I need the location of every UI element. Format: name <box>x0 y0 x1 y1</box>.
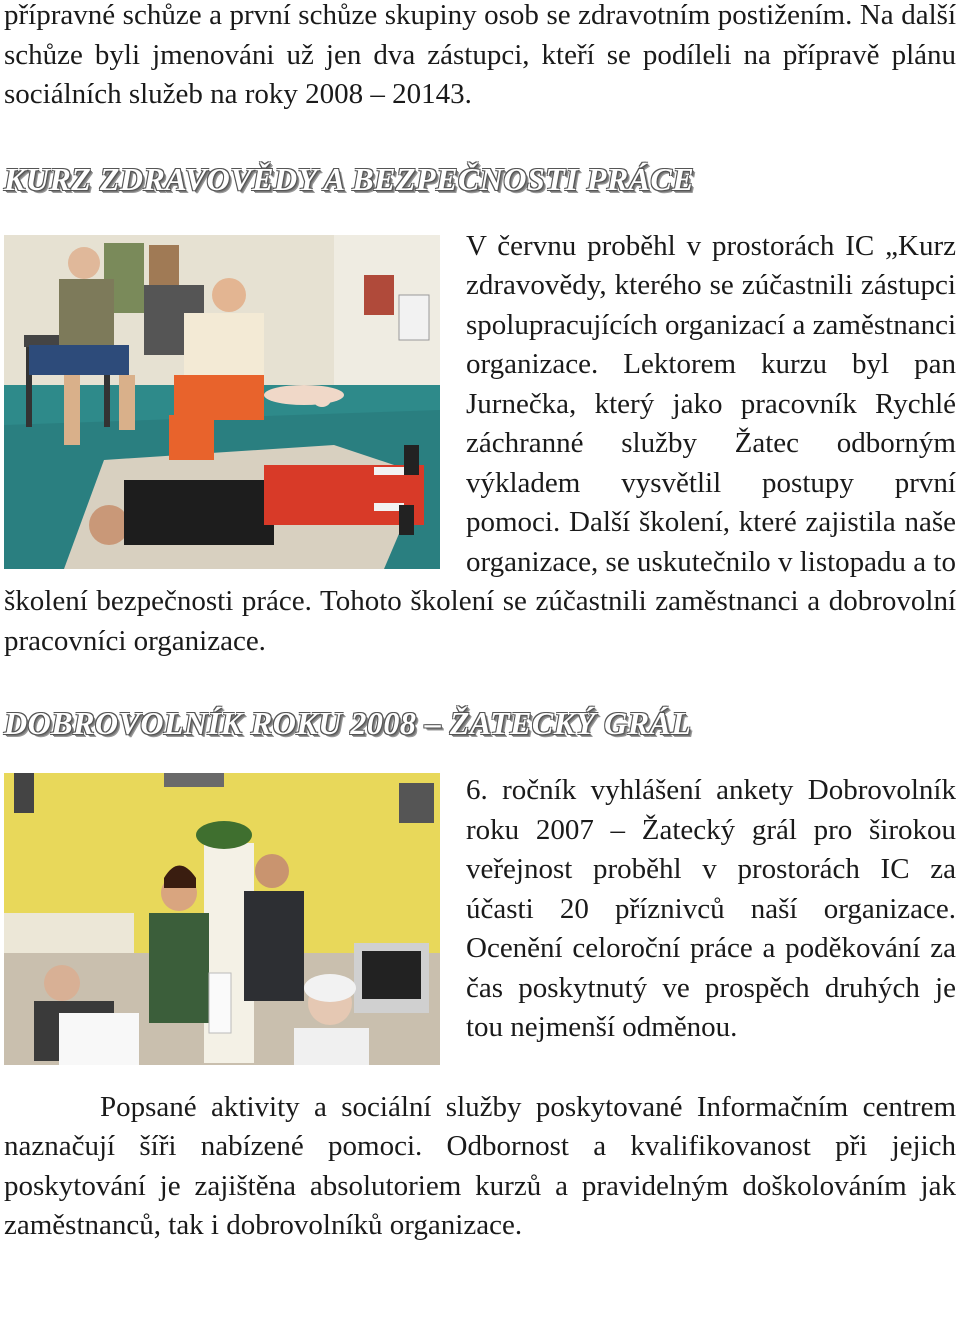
volunteer-award-photo <box>4 773 440 1065</box>
closing-paragraph: Popsané aktivity a sociální služby poskytované Informačním centrem naznačují šíři nabízené pomoci. Odbornost a kvalifikovanost při jejich poskytování je zajištěna absolutoriem kurzů a pravidelným doškolováním jak zaměstnanců, tak i dobrovolníků organizace. <box>4 1090 956 1241</box>
intro-paragraph: přípravné schůze a první schůze skupiny osob se zdravotním postižením. Na další schůze byli jmenováni už jen dva zástupci, kteří se podíleli na přípravě plánu sociálních služeb na roky 2008 – 20143. <box>4 0 956 110</box>
section1-body: V červnu proběhl v prostorách IC „Kurz zdravovědy, kterého se zúčastnili zástupci spolupracujících organizací a zaměstnanci organizace. Lektorem kurzu byl pan Jurnečka, který jako pracovník Rychlé záchranné služby Žatec odborným výkladem vysvětlil postupy první pomoci. Další školení, které zajistila naše organizace, se uskutečnilo v listopadu a to školení bezpečnosti práce. Tohoto školení se zúčastnili zaměstnanci a dobrovolní pracovníci organizace. <box>4 229 956 657</box>
section2-body: 6. ročník vyhlášení ankety Dobrovolník roku 2007 – Žatecký grál pro širokou veřejnost proběhl v prostorách IC za účasti 20 příznivců naší organizace. Ocenění celoroční práce a poděkování za čas poskytnutý ve prospěch druhých je tou nejmenší odměnou. <box>466 774 956 1043</box>
section1-heading: KURZ ZDRAVOVĚDY A BEZPEČNOSTI PRÁCE <box>4 160 695 197</box>
section2-block <box>4 771 956 1048</box>
document-page <box>4 0 956 1246</box>
section2-heading: DOBROVOLNÍK ROKU 2008 – ŽATECKÝ GRÁL <box>4 705 692 741</box>
section1-block <box>4 227 956 662</box>
first-aid-course-photo <box>4 235 440 569</box>
